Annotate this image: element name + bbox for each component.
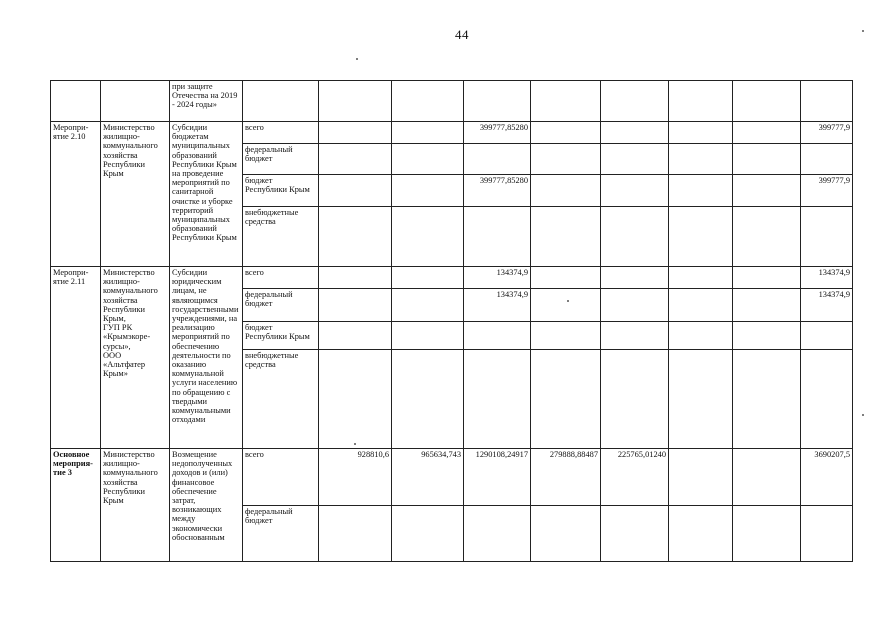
cell-source: внебюджетные средства <box>243 207 319 267</box>
cell-total <box>801 350 853 449</box>
cell-source: федеральный бюджет <box>243 289 319 322</box>
cell-source <box>243 81 319 122</box>
cell-value <box>464 207 531 267</box>
cell-executor: Министерство жилищно- коммунального хозяйства Республики Крым <box>101 449 170 562</box>
page-number: 44 <box>455 27 469 42</box>
cell-content: при защите Отечества на 2019 - 2024 годы» <box>170 81 243 122</box>
cell-value: 134374,9 <box>464 289 531 322</box>
cell-value: 134374,9 <box>464 267 531 289</box>
cell-content: Субсидии бюджетам муниципальных образований Республики Крым на проведение мероприятий по санитарной очистке и уборке территорий муниципальных образований Республики Крым <box>170 122 243 267</box>
cell-value: 928810,6 <box>319 449 392 506</box>
cell-source: всего <box>243 122 319 144</box>
budget-table <box>50 80 853 562</box>
cell-source: всего <box>243 267 319 289</box>
cell-measure <box>51 81 101 122</box>
cell-executor: Министерство жилищно- коммунального хозяйства Республики Крым <box>101 122 170 267</box>
scan-speck <box>862 414 864 416</box>
cell-value <box>464 350 531 449</box>
cell-value: 1290108,24917 <box>464 449 531 506</box>
cell-total <box>801 322 853 350</box>
cell-total: 134374,9 <box>801 267 853 289</box>
cell-total: 134374,9 <box>801 289 853 322</box>
cell-total <box>801 144 853 175</box>
cell-value <box>733 449 801 506</box>
cell-value: 399777,85280 <box>464 175 531 207</box>
cell-value <box>464 322 531 350</box>
cell-executor: Министерство жилищно- коммунального хозяйства Республики Крым, ГУП РК «Крымэкоре- сурсы», ООО «Альтфатер Крым» <box>101 267 170 449</box>
cell-source: федеральный бюджет <box>243 506 319 562</box>
cell-value: 279888,88487 <box>531 449 601 506</box>
cell-source: всего <box>243 449 319 506</box>
cell-measure: Меропри- ятие 2.11 <box>51 267 101 449</box>
cell-value: 965634,743 <box>392 449 464 506</box>
cell-executor <box>101 81 170 122</box>
table-row <box>51 81 853 122</box>
scan-speck <box>356 58 358 60</box>
cell-source: бюджет Республики Крым <box>243 175 319 207</box>
cell-value <box>669 449 733 506</box>
cell-value: 225765,01240 <box>601 449 669 506</box>
cell-value: 399777,85280 <box>464 122 531 144</box>
cell-content: Возмещение недополученных доходов и (или) финансовое обеспечение затрат, возникающих между экономически обоснованным <box>170 449 243 562</box>
cell-total: 3690207,5 <box>801 449 853 506</box>
cell-source: внебюджетные средства <box>243 350 319 449</box>
scan-speck <box>862 30 864 32</box>
cell-value <box>464 144 531 175</box>
cell-content: Субсидии юридическим лицам, не являющимся государственными учреждениями, на реализацию мероприятий по обеспечению деятельности по оказанию коммунальной услуги населению по обращению с твердыми коммунальными отходами <box>170 267 243 449</box>
cell-source: бюджет Республики Крым <box>243 322 319 350</box>
cell-total: 399777,9 <box>801 122 853 144</box>
table-row <box>51 267 853 289</box>
table-row <box>51 122 853 144</box>
table-row <box>51 449 853 506</box>
cell-source: федеральный бюджет <box>243 144 319 175</box>
cell-total: 399777,9 <box>801 175 853 207</box>
cell-measure: Меропри- ятие 2.10 <box>51 122 101 267</box>
cell-measure: Основное мероприя- тие 3 <box>51 449 101 562</box>
cell-total <box>801 207 853 267</box>
